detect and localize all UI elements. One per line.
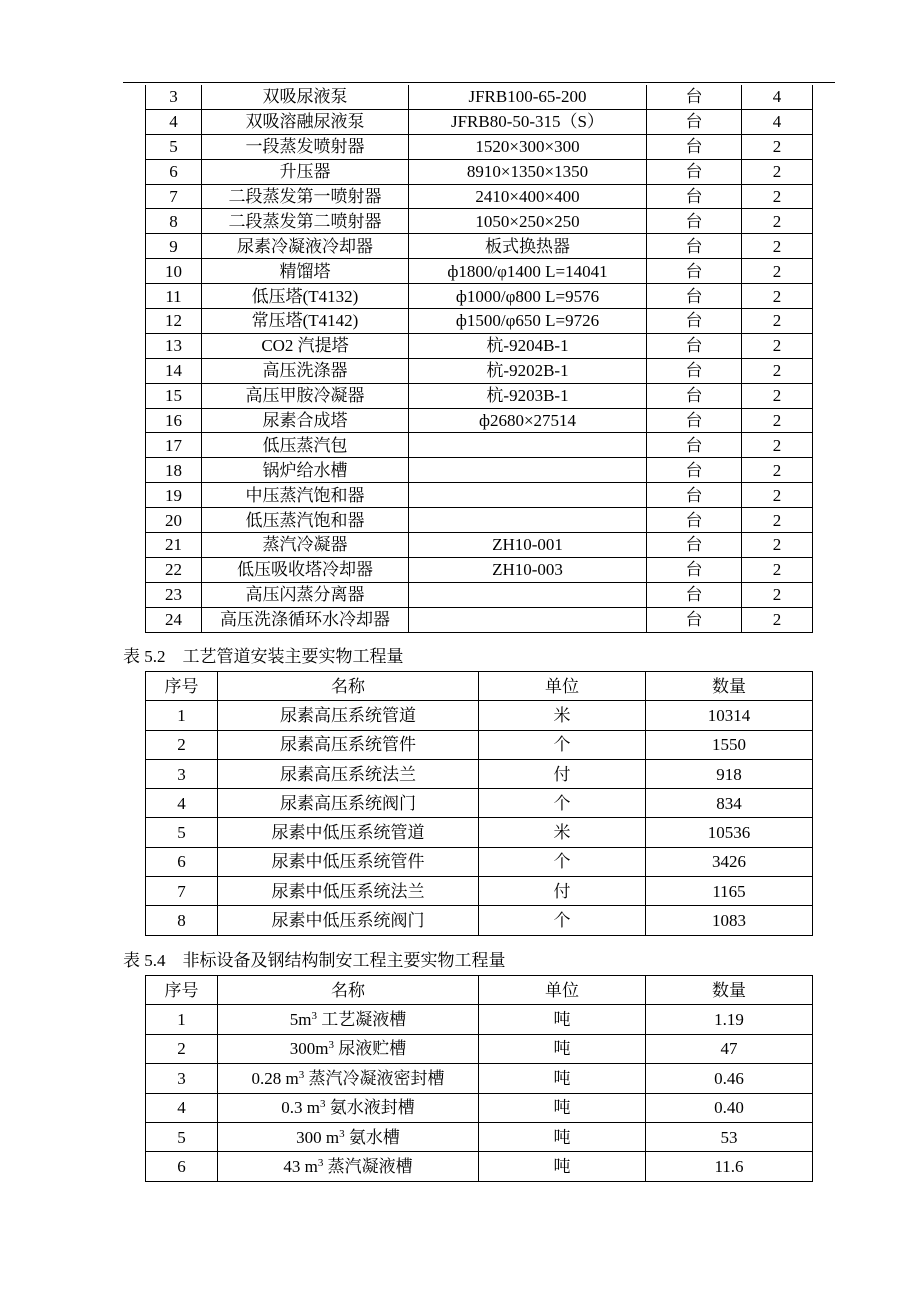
cell-name — [218, 1005, 479, 1034]
cell-spec — [409, 483, 647, 508]
cell-spec: 板式换热器 — [409, 234, 647, 259]
table-row — [146, 759, 813, 788]
equipment-table — [145, 85, 813, 633]
cell-qty: 1.19 — [646, 1005, 813, 1034]
cell-name: 高压闪蒸分离器 — [202, 582, 409, 607]
cell-name: 锅炉给水槽 — [202, 458, 409, 483]
table-row — [146, 557, 813, 582]
cell-no: 3 — [146, 759, 218, 788]
cell-no: 2 — [146, 730, 218, 759]
cell-name: 尿素中低压系统法兰 — [218, 877, 479, 906]
cell-unit: 台 — [647, 234, 742, 259]
cell-unit: 台 — [647, 333, 742, 358]
table-row — [146, 789, 813, 818]
cell-name: 尿素合成塔 — [202, 408, 409, 433]
cell-no: 9 — [146, 234, 202, 259]
cell-no: 8 — [146, 209, 202, 234]
cell-unit: 台 — [647, 309, 742, 334]
cell-unit: 台 — [647, 508, 742, 533]
cell-spec — [409, 607, 647, 632]
cell-unit: 吨 — [479, 1122, 646, 1151]
cell-spec — [409, 458, 647, 483]
table-row — [146, 1064, 813, 1093]
cell-name — [218, 1152, 479, 1181]
header-no: 序号 — [146, 672, 218, 701]
name-suffix: 尿液贮槽 — [333, 1039, 407, 1059]
cell-name: 高压甲胺冷凝器 — [202, 383, 409, 408]
cell-qty: 2 — [742, 607, 813, 632]
cell-spec — [409, 508, 647, 533]
cell-no: 20 — [146, 508, 202, 533]
cell-qty: 10536 — [646, 818, 813, 847]
cell-qty: 2 — [742, 309, 813, 334]
pipe-installation-table — [145, 671, 813, 936]
cell-spec: JFRB100-65-200 — [409, 85, 647, 109]
cell-no: 15 — [146, 383, 202, 408]
cell-qty: 2 — [742, 408, 813, 433]
cell-unit: 台 — [647, 184, 742, 209]
cell-unit: 个 — [479, 847, 646, 876]
cell-spec: 杭-9203B-1 — [409, 383, 647, 408]
name-suffix: 氨水槽 — [344, 1127, 400, 1147]
header-unit: 单位 — [479, 976, 646, 1005]
table-row — [146, 234, 813, 259]
cell-name: 中压蒸汽饱和器 — [202, 483, 409, 508]
cell-unit: 台 — [647, 358, 742, 383]
cell-unit: 吨 — [479, 1152, 646, 1181]
cell-name: 尿素高压系统管道 — [218, 701, 479, 730]
table-row — [146, 1034, 813, 1063]
unit-exponent: 3 — [319, 1098, 326, 1111]
table-header-row — [146, 976, 813, 1005]
table-row — [146, 1152, 813, 1181]
cell-qty: 2 — [742, 358, 813, 383]
table-5-2-caption: 表 5.2 工艺管道安装主要实物工程量 — [123, 647, 404, 666]
cell-spec: ф1500/φ650 L=9726 — [409, 309, 647, 334]
cell-unit: 台 — [647, 134, 742, 159]
equipment-table-body — [146, 85, 813, 632]
cell-spec: 2410×400×400 — [409, 184, 647, 209]
cell-qty: 2 — [742, 259, 813, 284]
cell-no: 5 — [146, 818, 218, 847]
cell-no: 1 — [146, 1005, 218, 1034]
name-prefix: 300 m — [296, 1127, 340, 1147]
table-row — [146, 483, 813, 508]
cell-qty: 918 — [646, 759, 813, 788]
table-row — [146, 309, 813, 334]
cell-qty: 834 — [646, 789, 813, 818]
unit-exponent: 3 — [298, 1068, 305, 1081]
cell-qty: 1165 — [646, 877, 813, 906]
cell-no: 3 — [146, 85, 202, 109]
cell-qty: 2 — [742, 557, 813, 582]
name-prefix: 0.3 m — [281, 1098, 320, 1118]
cell-qty: 2 — [742, 433, 813, 458]
table-row — [146, 85, 813, 109]
cell-no: 21 — [146, 533, 202, 558]
cell-unit: 个 — [479, 789, 646, 818]
cell-qty: 0.46 — [646, 1064, 813, 1093]
cell-name: 高压洗涤器 — [202, 358, 409, 383]
header-unit: 单位 — [479, 672, 646, 701]
cell-spec — [409, 582, 647, 607]
cell-name — [218, 1122, 479, 1151]
cell-name: 尿素高压系统阀门 — [218, 789, 479, 818]
cell-qty: 2 — [742, 209, 813, 234]
cell-no: 8 — [146, 906, 218, 935]
cell-unit: 台 — [647, 433, 742, 458]
cell-no: 16 — [146, 408, 202, 433]
cell-qty: 1550 — [646, 730, 813, 759]
table-row — [146, 184, 813, 209]
cell-spec: 1050×250×250 — [409, 209, 647, 234]
cell-spec — [409, 433, 647, 458]
cell-unit: 台 — [647, 159, 742, 184]
cell-unit: 个 — [479, 906, 646, 935]
cell-no: 17 — [146, 433, 202, 458]
cell-qty: 10314 — [646, 701, 813, 730]
cell-qty: 2 — [742, 234, 813, 259]
name-prefix: 300m — [289, 1039, 329, 1059]
cell-no: 4 — [146, 109, 202, 134]
cell-unit: 台 — [647, 483, 742, 508]
table-row — [146, 906, 813, 935]
nonstd-table-body — [146, 1005, 813, 1181]
cell-unit: 台 — [647, 383, 742, 408]
cell-spec: 杭-9204B-1 — [409, 333, 647, 358]
cell-qty: 2 — [742, 483, 813, 508]
cell-name: 一段蒸发喷射器 — [202, 134, 409, 159]
cell-unit: 米 — [479, 818, 646, 847]
cell-name: 二段蒸发第一喷射器 — [202, 184, 409, 209]
name-prefix: 0.28 m — [251, 1068, 299, 1088]
table-row — [146, 134, 813, 159]
unit-exponent: 3 — [311, 1010, 317, 1023]
cell-no: 10 — [146, 259, 202, 284]
cell-unit: 吨 — [479, 1093, 646, 1122]
cell-no: 7 — [146, 184, 202, 209]
cell-name: 低压塔(T4132) — [202, 284, 409, 309]
cell-no: 13 — [146, 333, 202, 358]
table-row — [146, 607, 813, 632]
cell-no: 4 — [146, 1093, 218, 1122]
cell-qty: 2 — [742, 184, 813, 209]
cell-unit: 台 — [647, 533, 742, 558]
table-row — [146, 209, 813, 234]
cell-qty: 0.40 — [646, 1093, 813, 1122]
cell-name: 尿素中低压系统管件 — [218, 847, 479, 876]
cell-qty: 2 — [742, 134, 813, 159]
cell-spec: JFRB80-50-315（S） — [409, 109, 647, 134]
cell-unit: 吨 — [479, 1005, 646, 1034]
cell-qty: 4 — [742, 109, 813, 134]
page-header-rule — [123, 82, 835, 83]
header-name: 名称 — [218, 976, 479, 1005]
cell-qty: 2 — [742, 333, 813, 358]
cell-qty: 53 — [646, 1122, 813, 1151]
cell-unit: 台 — [647, 607, 742, 632]
cell-name: 升压器 — [202, 159, 409, 184]
table-header-row — [146, 672, 813, 701]
cell-no: 11 — [146, 284, 202, 309]
cell-unit: 台 — [647, 582, 742, 607]
table-row — [146, 1122, 813, 1151]
cell-no: 6 — [146, 159, 202, 184]
header-name: 名称 — [218, 672, 479, 701]
table-row — [146, 259, 813, 284]
cell-name: 低压蒸汽包 — [202, 433, 409, 458]
cell-unit: 台 — [647, 259, 742, 284]
cell-qty: 2 — [742, 508, 813, 533]
cell-qty: 47 — [646, 1034, 813, 1063]
cell-name: 低压吸收塔冷却器 — [202, 557, 409, 582]
cell-name — [218, 1093, 479, 1122]
cell-unit: 个 — [479, 730, 646, 759]
cell-spec: ZH10-003 — [409, 557, 647, 582]
cell-name: 高压洗涤循环水冷却器 — [202, 607, 409, 632]
cell-spec: ф1000/φ800 L=9576 — [409, 284, 647, 309]
cell-no: 24 — [146, 607, 202, 632]
cell-qty: 1083 — [646, 906, 813, 935]
table-row — [146, 383, 813, 408]
header-qty: 数量 — [646, 976, 813, 1005]
table-5-4-caption: 表 5.4 非标设备及钢结构制安工程主要实物工程量 — [123, 951, 506, 970]
cell-qty: 3426 — [646, 847, 813, 876]
unit-exponent: 3 — [317, 1157, 324, 1170]
table-row — [146, 333, 813, 358]
table-row — [146, 818, 813, 847]
cell-name: 常压塔(T4142) — [202, 309, 409, 334]
name-suffix: 工艺凝液槽 — [316, 1010, 407, 1030]
cell-no: 14 — [146, 358, 202, 383]
table-row — [146, 877, 813, 906]
cell-unit: 台 — [647, 458, 742, 483]
unit-exponent: 3 — [339, 1127, 345, 1140]
cell-name: 尿素中低压系统阀门 — [218, 906, 479, 935]
cell-unit: 台 — [647, 284, 742, 309]
cell-spec: 8910×1350×1350 — [409, 159, 647, 184]
table-row — [146, 1093, 813, 1122]
cell-qty: 2 — [742, 284, 813, 309]
cell-unit: 吨 — [479, 1034, 646, 1063]
name-prefix: 5m — [289, 1010, 312, 1030]
table-row — [146, 284, 813, 309]
cell-qty: 2 — [742, 159, 813, 184]
cell-no: 19 — [146, 483, 202, 508]
name-suffix: 蒸汽凝液槽 — [323, 1157, 413, 1177]
cell-spec: ф2680×27514 — [409, 408, 647, 433]
table-row — [146, 508, 813, 533]
cell-no: 4 — [146, 789, 218, 818]
cell-unit: 付 — [479, 877, 646, 906]
table-row — [146, 701, 813, 730]
cell-name: 尿素高压系统管件 — [218, 730, 479, 759]
cell-spec: 杭-9202B-1 — [409, 358, 647, 383]
table-row — [146, 533, 813, 558]
cell-unit: 付 — [479, 759, 646, 788]
cell-unit: 台 — [647, 209, 742, 234]
cell-qty: 2 — [742, 383, 813, 408]
cell-name: CO2 汽提塔 — [202, 333, 409, 358]
table-row — [146, 730, 813, 759]
cell-name: 双吸溶融尿液泵 — [202, 109, 409, 134]
cell-qty: 2 — [742, 533, 813, 558]
cell-unit: 台 — [647, 408, 742, 433]
cell-unit: 台 — [647, 85, 742, 109]
name-suffix: 氨水液封槽 — [325, 1098, 415, 1118]
table-row — [146, 433, 813, 458]
cell-unit: 吨 — [479, 1064, 646, 1093]
cell-qty: 11.6 — [646, 1152, 813, 1181]
cell-qty: 2 — [742, 458, 813, 483]
table-row — [146, 159, 813, 184]
unit-exponent: 3 — [328, 1039, 334, 1052]
name-prefix: 43 m — [283, 1157, 318, 1177]
name-suffix: 蒸汽冷凝液密封槽 — [304, 1068, 445, 1088]
cell-no: 22 — [146, 557, 202, 582]
table-row — [146, 109, 813, 134]
pipe-table-body — [146, 701, 813, 935]
cell-no: 23 — [146, 582, 202, 607]
table-row — [146, 408, 813, 433]
cell-unit: 台 — [647, 557, 742, 582]
cell-name: 蒸汽冷凝器 — [202, 533, 409, 558]
table-row — [146, 847, 813, 876]
nonstandard-equipment-table — [145, 975, 813, 1182]
cell-no: 6 — [146, 847, 218, 876]
table-row — [146, 582, 813, 607]
cell-qty: 2 — [742, 582, 813, 607]
cell-no: 5 — [146, 1122, 218, 1151]
cell-name: 精馏塔 — [202, 259, 409, 284]
header-qty: 数量 — [646, 672, 813, 701]
cell-no: 6 — [146, 1152, 218, 1181]
cell-qty: 4 — [742, 85, 813, 109]
cell-name — [218, 1064, 479, 1093]
cell-name: 尿素高压系统法兰 — [218, 759, 479, 788]
cell-name: 双吸尿液泵 — [202, 85, 409, 109]
table-row — [146, 1005, 813, 1034]
header-no: 序号 — [146, 976, 218, 1005]
cell-no: 5 — [146, 134, 202, 159]
cell-no: 1 — [146, 701, 218, 730]
table-row — [146, 458, 813, 483]
cell-spec: 1520×300×300 — [409, 134, 647, 159]
cell-name — [218, 1034, 479, 1063]
cell-name: 低压蒸汽饱和器 — [202, 508, 409, 533]
cell-no: 12 — [146, 309, 202, 334]
cell-no: 7 — [146, 877, 218, 906]
cell-name: 尿素中低压系统管道 — [218, 818, 479, 847]
cell-no: 3 — [146, 1064, 218, 1093]
cell-name: 尿素冷凝液冷却器 — [202, 234, 409, 259]
cell-spec: ZH10-001 — [409, 533, 647, 558]
cell-no: 2 — [146, 1034, 218, 1063]
cell-unit: 米 — [479, 701, 646, 730]
cell-name: 二段蒸发第二喷射器 — [202, 209, 409, 234]
table-row — [146, 358, 813, 383]
cell-unit: 台 — [647, 109, 742, 134]
cell-no: 18 — [146, 458, 202, 483]
cell-spec: ф1800/φ1400 L=14041 — [409, 259, 647, 284]
